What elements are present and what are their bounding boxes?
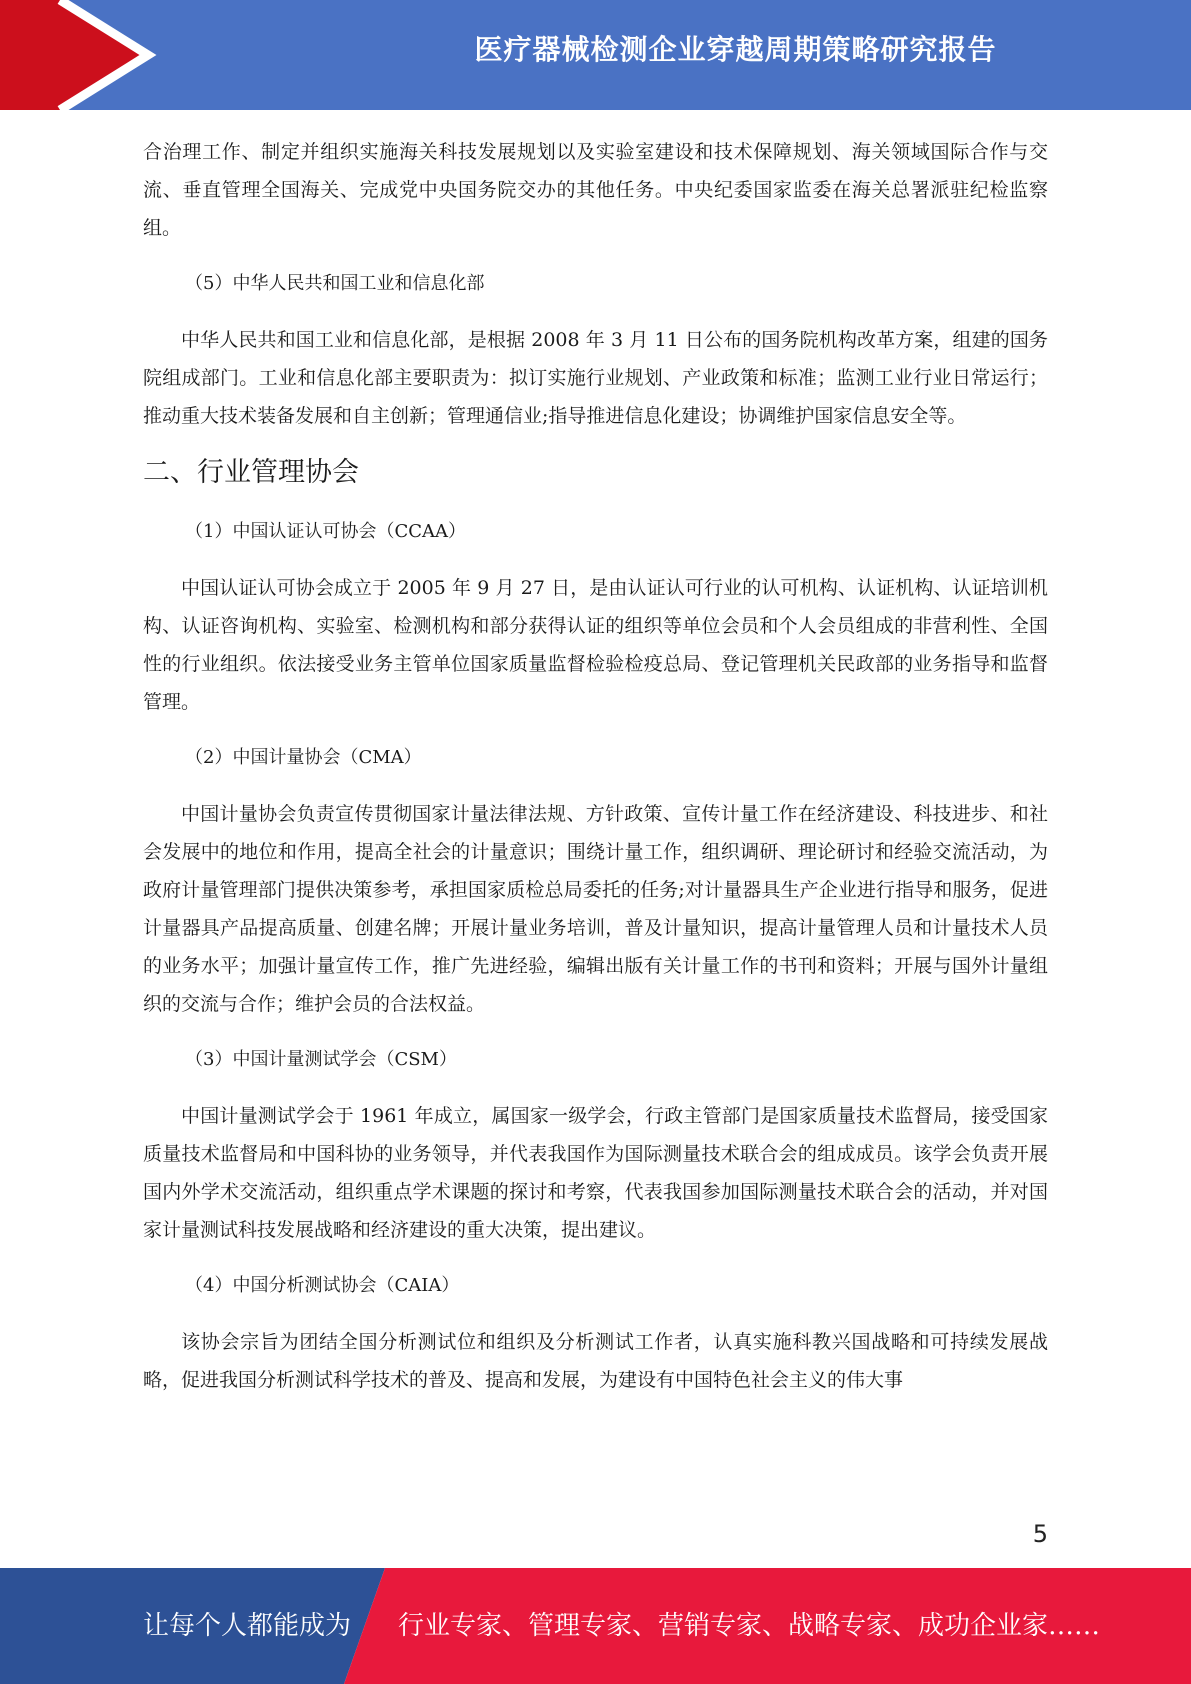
footer-slogan-left: 让每个人都能成为 — [143, 1611, 352, 1641]
page-footer — [0, 1568, 1191, 1684]
subheading-csm: （3）中国计量测试学会（CSM） — [185, 1049, 457, 1070]
page-header — [0, 0, 1191, 110]
document-body — [143, 133, 1048, 1417]
paragraph-miit: 中华人民共和国工业和信息化部，是根据 2008 年 3 月 11 日公布的国务院机构改革方案，组建的国务院组成部门。工业和信息化部主要职责为：拟订实施行业规划、产业政策和标准；监测工业行业日常运行；推动重大技术装备发展和自主创新；管理通信业;指导推进信息化建设；协调维护国家信息安全等。 — [143, 329, 1048, 427]
subheading-caia: （4）中国分析测试协会（CAIA） — [185, 1275, 460, 1296]
footer-slogan-right: 行业专家、管理专家、营销专家、战略专家、成功企业家…… — [398, 1611, 1101, 1641]
paragraph-customs-duties: 合治理工作、制定并组织实施海关科技发展规划以及实验室建设和技术保障规划、海关领域国际合作与交流、垂直管理全国海关、完成党中央国务院交办的其他任务。中央纪委国家监委在海关总署派驻纪检监察组。 — [143, 141, 1048, 239]
paragraph-csm: 中国计量测试学会于 1961 年成立，属国家一级学会，行政主管部门是国家质量技术监督局，接受国家质量技术监督局和中国科协的业务领导，并代表我国作为国际测量技术联合会的组成成员。该学会负责开展国内外学术交流活动，组织重点学术课题的探讨和考察，代表我国参加国际测量技术联合会的活动，并对国家计量测试科技发展战略和经济建设的重大决策，提出建议。 — [143, 1105, 1048, 1241]
page-number: 5 — [1032, 1520, 1048, 1548]
section-heading-associations: 二、行业管理协会 — [143, 457, 359, 488]
subheading-ccaa: （1）中国认证认可协会（CCAA） — [185, 521, 466, 542]
report-title: 医疗器械检测企业穿越周期策略研究报告 — [474, 33, 997, 66]
subheading-miit: （5）中华人民共和国工业和信息化部 — [185, 273, 485, 294]
subheading-cma: （2）中国计量协会（CMA） — [185, 747, 422, 768]
paragraph-caia: 该协会宗旨为团结全国分析测试位和组织及分析测试工作者，认真实施科教兴国战略和可持续发展战略，促进我国分析测试科学技术的普及、提高和发展，为建设有中国特色社会主义的伟大事 — [143, 1331, 1048, 1391]
paragraph-ccaa: 中国认证认可协会成立于 2005 年 9 月 27 日，是由认证认可行业的认可机构、认证机构、认证培训机构、认证咨询机构、实验室、检测机构和部分获得认证的组织等单位会员和个人会员组成的非营利性、全国性的行业组织。依法接受业务主管单位国家质量监督检验检疫总局、登记管理机关民政部的业务指导和监督管理。 — [143, 577, 1048, 713]
paragraph-cma: 中国计量协会负责宣传贯彻国家计量法律法规、方针政策、宣传计量工作在经济建设、科技进步、和社会发展中的地位和作用，提高全社会的计量意识；围绕计量工作，组织调研、理论研讨和经验交流活动，为政府计量管理部门提供决策参考，承担国家质检总局委托的任务;对计量器具生产企业进行指导和服务，促进计量器具产品提高质量、创建名牌；开展计量业务培训，普及计量知识，提高计量管理人员和计量技术人员的业务水平；加强计量宣传工作，推广先进经验，编辑出版有关计量工作的书刊和资料；开展与国外计量组织的交流与合作；维护会员的合法权益。 — [143, 803, 1048, 1015]
